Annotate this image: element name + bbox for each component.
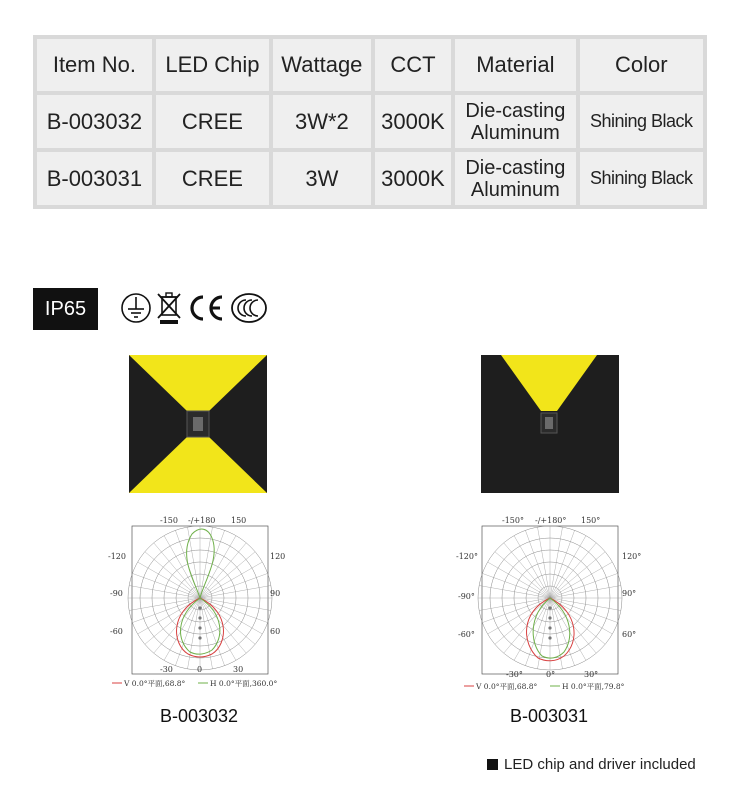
polar-intensity-dot xyxy=(548,606,551,609)
polar-bottom-label: -30° xyxy=(506,670,523,679)
header-cct: CCT xyxy=(375,39,452,91)
polar-bottom-label: -30 xyxy=(160,665,173,674)
polar-intensity-dot xyxy=(198,606,201,609)
certification-icons xyxy=(120,290,268,326)
polar-bottom-label: 0° xyxy=(546,670,556,679)
ground-icon xyxy=(120,292,152,324)
cell-material xyxy=(455,152,575,205)
legend-h-text: H 0.0°平面,360.0° xyxy=(210,679,278,688)
cell-item: B-003032 xyxy=(37,95,152,148)
footnote-text: LED chip and driver included xyxy=(504,756,696,773)
cell-cct: 3000K xyxy=(375,95,452,148)
polar-bottom-label: 0 xyxy=(197,665,203,674)
fixture-b003032-image xyxy=(129,355,267,493)
table-row xyxy=(37,152,703,205)
material-line-1: Die-casting xyxy=(465,156,566,179)
polar-left-label: -90° xyxy=(458,592,475,601)
material-line-2: Aluminum xyxy=(470,178,560,201)
cell-wattage: 3W*2 xyxy=(273,95,371,148)
header-material: Material xyxy=(455,39,575,91)
polar-right-label: 120 xyxy=(270,552,286,561)
header-led-chip: LED Chip xyxy=(156,39,269,91)
model-label-b003031: B-003031 xyxy=(509,706,589,726)
legend-v-text: V 0.0°平面,68.8° xyxy=(124,679,186,688)
cell-color: Shining Black xyxy=(580,152,703,205)
legend-h-text: H 0.0°平面,79.8° xyxy=(562,682,625,691)
polar-top-label: 150 xyxy=(231,516,247,525)
ce-mark-icon xyxy=(186,292,226,324)
polar-intensity-dot xyxy=(198,626,201,629)
legend-v-text: V 0.0°平面,68.8° xyxy=(476,682,538,691)
cell-color: Shining Black xyxy=(580,95,703,148)
polar-right-label: 120° xyxy=(622,552,642,561)
cell-cct: 3000K xyxy=(375,152,452,205)
polar-diagram-b003032 xyxy=(100,512,300,692)
cell-material xyxy=(455,95,575,148)
polar-left-label: -60° xyxy=(458,630,475,639)
polar-left-label: -90 xyxy=(110,589,123,598)
header-wattage: Wattage xyxy=(273,39,371,91)
polar-bottom-label: 30 xyxy=(233,665,244,674)
polar-intensity-dot xyxy=(548,626,551,629)
polar-intensity-dot xyxy=(548,616,551,619)
ip-rating-badge: IP65 xyxy=(33,288,98,330)
polar-intensity-dot xyxy=(198,616,201,619)
polar-left-label: -120 xyxy=(108,552,126,561)
cell-chip: CREE xyxy=(156,152,269,205)
cell-chip: CREE xyxy=(156,95,269,148)
polar-top-label: -/+180° xyxy=(535,516,567,525)
header-color: Color xyxy=(580,39,703,91)
polar-top-label: 150° xyxy=(581,516,601,525)
polar-bottom-label: 30° xyxy=(584,670,599,679)
weee-bin-icon xyxy=(156,291,182,325)
polar-intensity-dot xyxy=(198,636,201,639)
spec-table xyxy=(33,35,707,209)
polar-right-label: 90 xyxy=(270,589,281,598)
polar-right-label: 90° xyxy=(622,589,637,598)
table-row xyxy=(37,95,703,148)
black-square-bullet-icon xyxy=(487,759,498,770)
polar-intensity-dot xyxy=(548,636,551,639)
ccc-mark-icon xyxy=(230,292,268,324)
polar-top-label: -150 xyxy=(160,516,178,525)
model-label-b003032: B-003032 xyxy=(159,706,239,726)
polar-right-label: 60 xyxy=(270,627,281,636)
header-item-no: Item No. xyxy=(37,39,152,91)
material-line-1: Die-casting xyxy=(465,99,566,122)
polar-top-label: -/+180 xyxy=(188,516,216,525)
polar-left-label: -60 xyxy=(110,627,123,636)
polar-right-label: 60° xyxy=(622,630,637,639)
table-header-row xyxy=(37,39,703,91)
footnote xyxy=(487,756,696,773)
cell-item: B-003031 xyxy=(37,152,152,205)
polar-top-label: -150° xyxy=(502,516,524,525)
fixture-b003031-image xyxy=(481,355,619,493)
polar-diagram-b003031 xyxy=(450,512,650,692)
cell-wattage: 3W xyxy=(273,152,371,205)
material-line-2: Aluminum xyxy=(470,121,560,144)
polar-left-label: -120° xyxy=(456,552,478,561)
